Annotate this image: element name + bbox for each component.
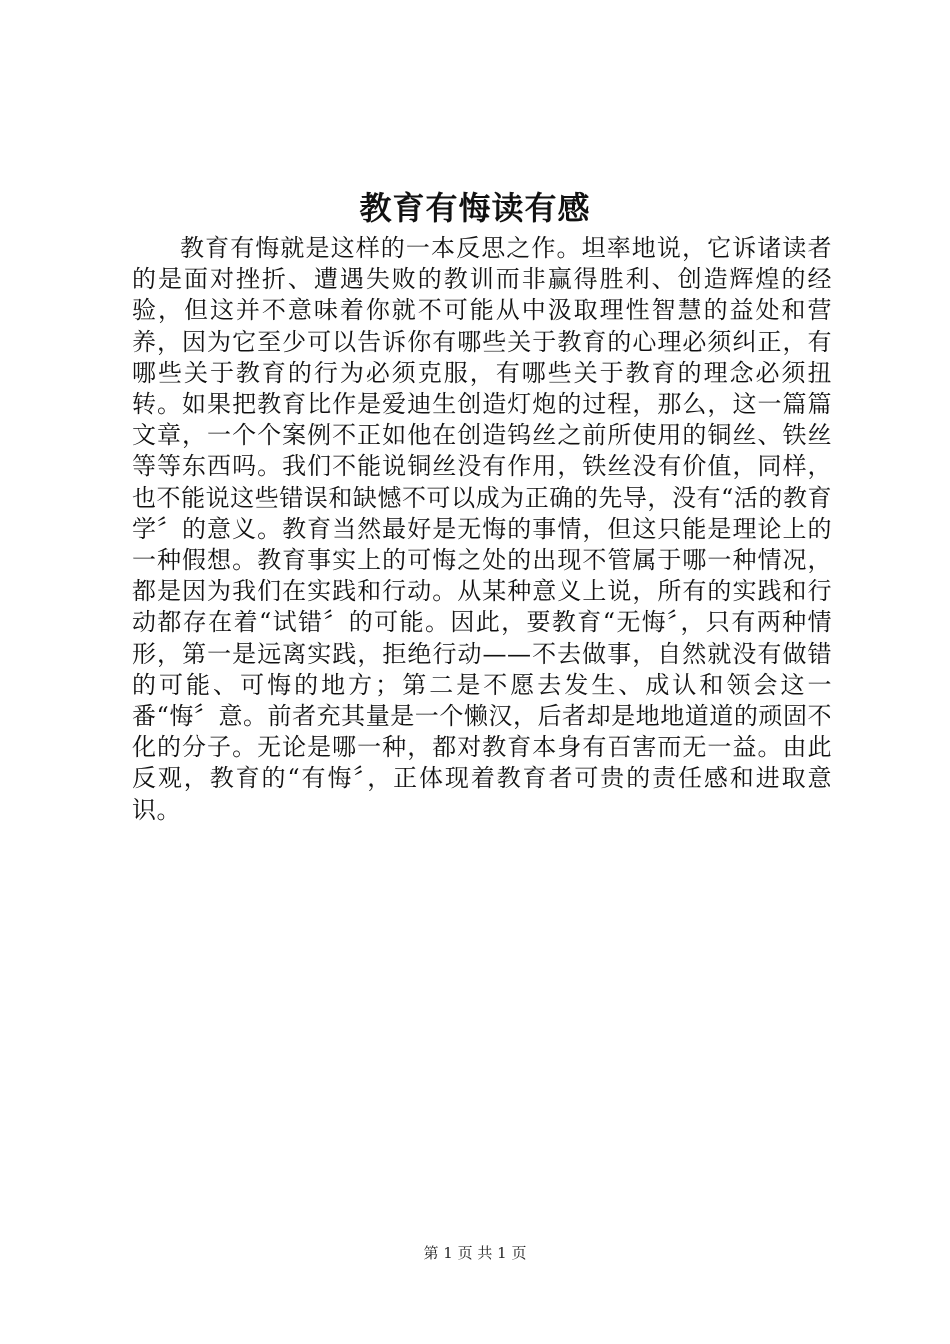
body-paragraph: 教育有悔就是这样的一本反思之作。坦率地说，它诉诸读者的是面对挫折、遭遇失败的教训而非赢得胜利、创造辉煌的经验，但这并不意味着你就不可能从中汲取理性智慧的益处和营养，因为它至少可以告诉你有哪些关于教育的心理必须纠正，有哪些关于教育的行为必须克服，有哪些关于教育的理念必须扭转。如果把教育比作是爱迪生创造灯炮的过程，那么，这一篇篇文章，一个个案例不正如他在创造钨丝之前所使用的铜丝、铁丝等等东西吗。我们不能说铜丝没有作用，铁丝没有价值，同样，也不能说这些错误和缺憾不可以成为正确的先导，没有“活的教育学〞的意义。教育当然最好是无悔的事情，但这只能是理论上的一种假想。教育事实上的可悔之处的出现不管属于哪一种情况，都是因为我们在实践和行动。从某种意义上说，所有的实践和行动都存在着“试错〞的可能。因此，要教育“无悔〞，只有两种情形，第一是远离实践，拒绝行动——不去做事，自然就没有做错的可能、可悔的地方；第二是不愿去发生、成认和领会这一番“悔〞意。前者充其量是一个懒汉，后者却是地地道道的顽固不化的分子。无论是哪一种，都对教育本身有百害而无一益。由此反观，教育的“有悔〞，正体现着教育者可贵的责任感和进取意识。 <box>132 234 832 824</box>
document-title: 教育有悔读有感 <box>359 189 591 227</box>
page-footer: 第 1 页 共 1 页 <box>423 1244 527 1262</box>
